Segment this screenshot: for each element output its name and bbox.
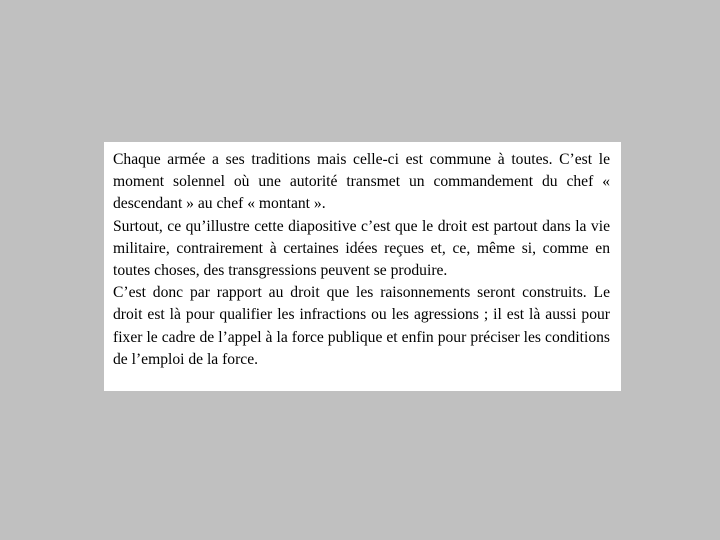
paragraph-law-everywhere: Surtout, ce qu’illustre cette diapositive c’est que le droit est partout dans la vie militaire, contrairement à certaines idées reçues et, ce, même si, comme en toutes choses, des transgressions peuvent se produire.	[113, 217, 610, 280]
paragraph-reasoning: C’est donc par rapport au droit que les raisonnements seront construits. Le droit est là pour qualifier les infractions ou les agressions ; il est là aussi pour fixer le cadre de l’appel à la force publique et enfin pour préciser les conditions de l’emploi de la force.	[113, 284, 610, 368]
paragraph-tradition: Chaque armée a ses traditions mais celle-ci est commune à toutes. C’est le moment solennel où une autorité transmet un commandement du chef « descendant » au chef « montant ».	[113, 151, 610, 213]
slide-text-box	[104, 142, 621, 391]
